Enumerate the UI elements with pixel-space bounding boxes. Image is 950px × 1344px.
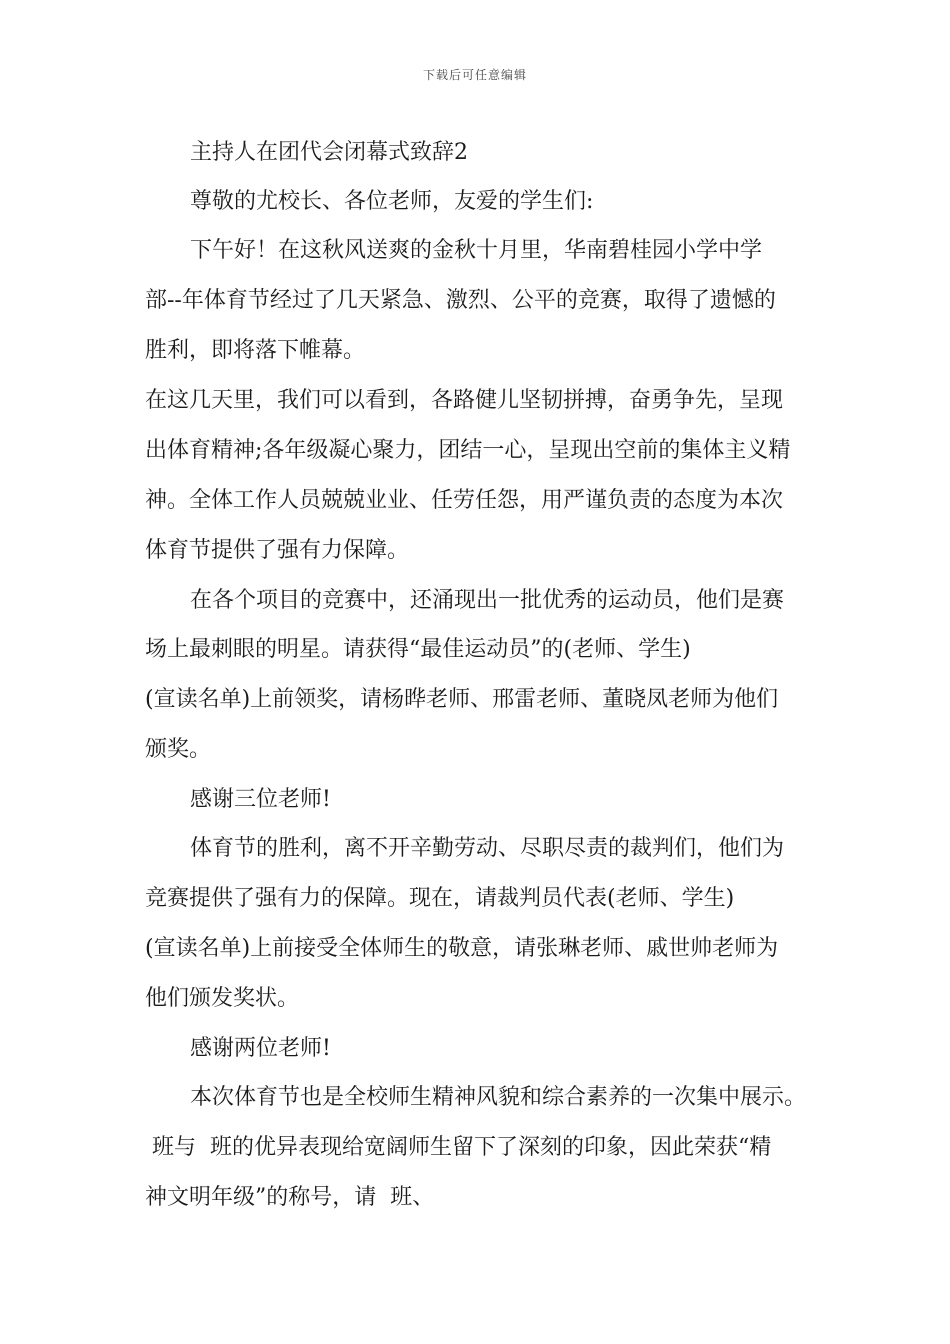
text-line: 班与 班的优异表现给宽阔师生留下了深刻的印象，因此荣获“精 xyxy=(145,1135,772,1160)
text-line: 颁奖。 xyxy=(145,737,212,762)
text-line: 感谢两位老师! xyxy=(190,1036,331,1061)
text-line: 感谢三位老师! xyxy=(190,787,331,812)
text-line: 竞赛提供了强有力的保障。现在，请裁判员代表(老师、学生) xyxy=(145,886,735,911)
text-line: 体育节提供了强有力保障。 xyxy=(145,538,410,563)
text-line: 在各个项目的竞赛中，还涌现出一批优秀的运动员，他们是赛 xyxy=(190,588,785,613)
text-line: 神。全体工作人员兢兢业业、任劳任怨，用严谨负责的态度为本次 xyxy=(145,488,784,513)
page-header: 下载后可任意编辑 xyxy=(422,68,527,82)
text-line: 神文明年级”的称号，请 班、 xyxy=(145,1185,435,1210)
text-line: 下午好！在这秋风送爽的金秋十月里，华南碧桂园小学中学 xyxy=(190,238,763,263)
text-line: 在这几天里，我们可以看到，各路健儿坚韧拼搏，奋勇争先，呈现 xyxy=(145,388,784,413)
text-line: 体育节的胜利，离不开辛勤劳动、尽职尽责的裁判们，他们为 xyxy=(190,836,785,861)
text-line: (宣读名单)上前接受全体师生的敬意，请张琳老师、戚世帅老师为 xyxy=(145,936,779,961)
text-line: 胜利，即将落下帷幕。 xyxy=(145,338,366,363)
text-line: 本次体育节也是全校师生精神风貌和综合素养的一次集中展示。 xyxy=(190,1085,807,1110)
text-line: 部--年体育节经过了几天紧急、激烈、公平的竞赛，取得了遗憾的 xyxy=(145,288,776,313)
text-line: 他们颁发奖状。 xyxy=(145,986,300,1011)
text-line: 场上最刺眼的明星。请获得“最佳运动员”的(老师、学生) xyxy=(145,637,691,662)
salutation-line: 尊敬的尤校长、各位老师，友爱的学生们: xyxy=(190,189,594,214)
text-line: 出体育精神;各年级凝心聚力，团结一心，呈现出空前的集体主义精 xyxy=(145,438,791,463)
document-title: 主持人在团代会闭幕式致辞2 xyxy=(190,140,468,165)
text-line: (宣读名单)上前领奖，请杨晔老师、邢雷老师、董晓凤老师为他们 xyxy=(145,687,779,712)
